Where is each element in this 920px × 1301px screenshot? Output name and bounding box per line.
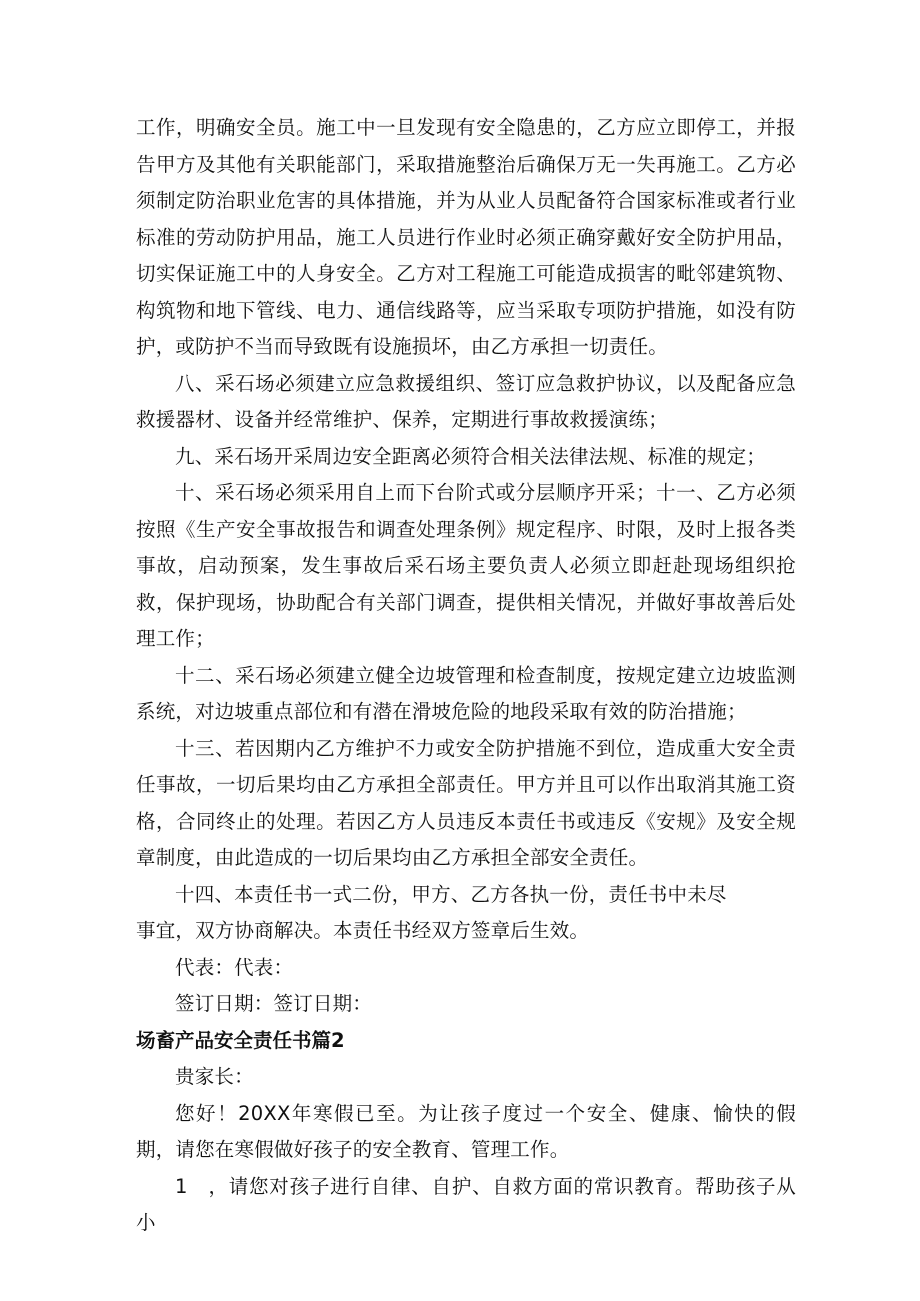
letter-salutation: 贵家长： — [175, 1065, 254, 1088]
signature-date: 签订日期：签订日期： — [175, 992, 373, 1015]
item-14-line-2: 事宜，双方协商解决。本责任书经双方签章后生效。 — [136, 919, 590, 942]
paragraph-item-14 — [136, 877, 796, 950]
paragraph-item-12: 十二、采石场必须建立健全边坡管理和检查制度，按规定建立边坡监测系统，对边坡重点部位和有潜在滑坡危险的地段采取有效的防治措施； — [136, 663, 796, 723]
section-heading: 场畜产品安全责任书篇2 — [136, 1028, 345, 1052]
letter-item-1: 1 ，请您对孩子进行自律、自护、自救方面的常识教育。帮助孩子从小 — [136, 1174, 796, 1234]
paragraph-item-9: 九、采石场开采周边安全距离必须符合相关法律法规、标准的规定； — [175, 444, 767, 468]
paragraph-continued-item-7: 工作，明确安全员。施工中一旦发现有安全隐患的，乙方应立即停工，并报告甲方及其他有关职能部门，采取措施整治后确保万无一失再施工。乙方必须制定防治职业危害的具体措施，并为从业人员配备符合国家标准或者行业标准的劳动防护用品，施工人员进行作业时必须正确穿戴好安全防护用品，切实保证施工中的人身安全。乙方对工程施工可能造成损害的毗邻建筑物、构筑物和地下管线、电力、通信线路等，应当采取专项防护措施，如没有防护，或防护不当而导致既有设施损坏，由乙方承担一切责任。 — [136, 116, 796, 358]
letter-greeting: 您好！20XX年寒假已至。为让孩子度过一个安全、健康、愉快的假期，请您在寒假做好孩子的安全教育、管理工作。 — [136, 1101, 796, 1161]
item-14-line-1: 十四、本责任书一式二份，甲方、乙方各执一份，责任书中未尽 — [175, 882, 727, 906]
paragraph-item-10-11: 十、采石场必须采用自上而下台阶式或分层顺序开采；十一、乙方必须按照《生产安全事故报告和调查处理条例》规定程序、时限，及时上报各类事故，启动预案，发生事故后采石场主要负责人必须立即赶赴现场组织抢救，保护现场，协助配合有关部门调查，提供相关情况，并做好事故善后处理工作； — [136, 481, 796, 650]
paragraph-item-8: 八、采石场必须建立应急救援组织、签订应急救护协议，以及配备应急救援器材、设备并经常维护、保养，定期进行事故救援演练； — [136, 371, 796, 431]
paragraph-item-13: 十三、若因期内乙方维护不力或安全防护措施不到位，造成重大安全责任事故，一切后果均由乙方承担全部责任。甲方并且可以作出取消其施工资格，合同终止的处理。若因乙方人员违反本责任书或违反《安规》及安全规章制度，由此造成的一切后果均由乙方承担全部安全责任。 — [136, 736, 796, 869]
document-body — [136, 110, 796, 1242]
signature-representative: 代表：代表： — [175, 955, 294, 979]
